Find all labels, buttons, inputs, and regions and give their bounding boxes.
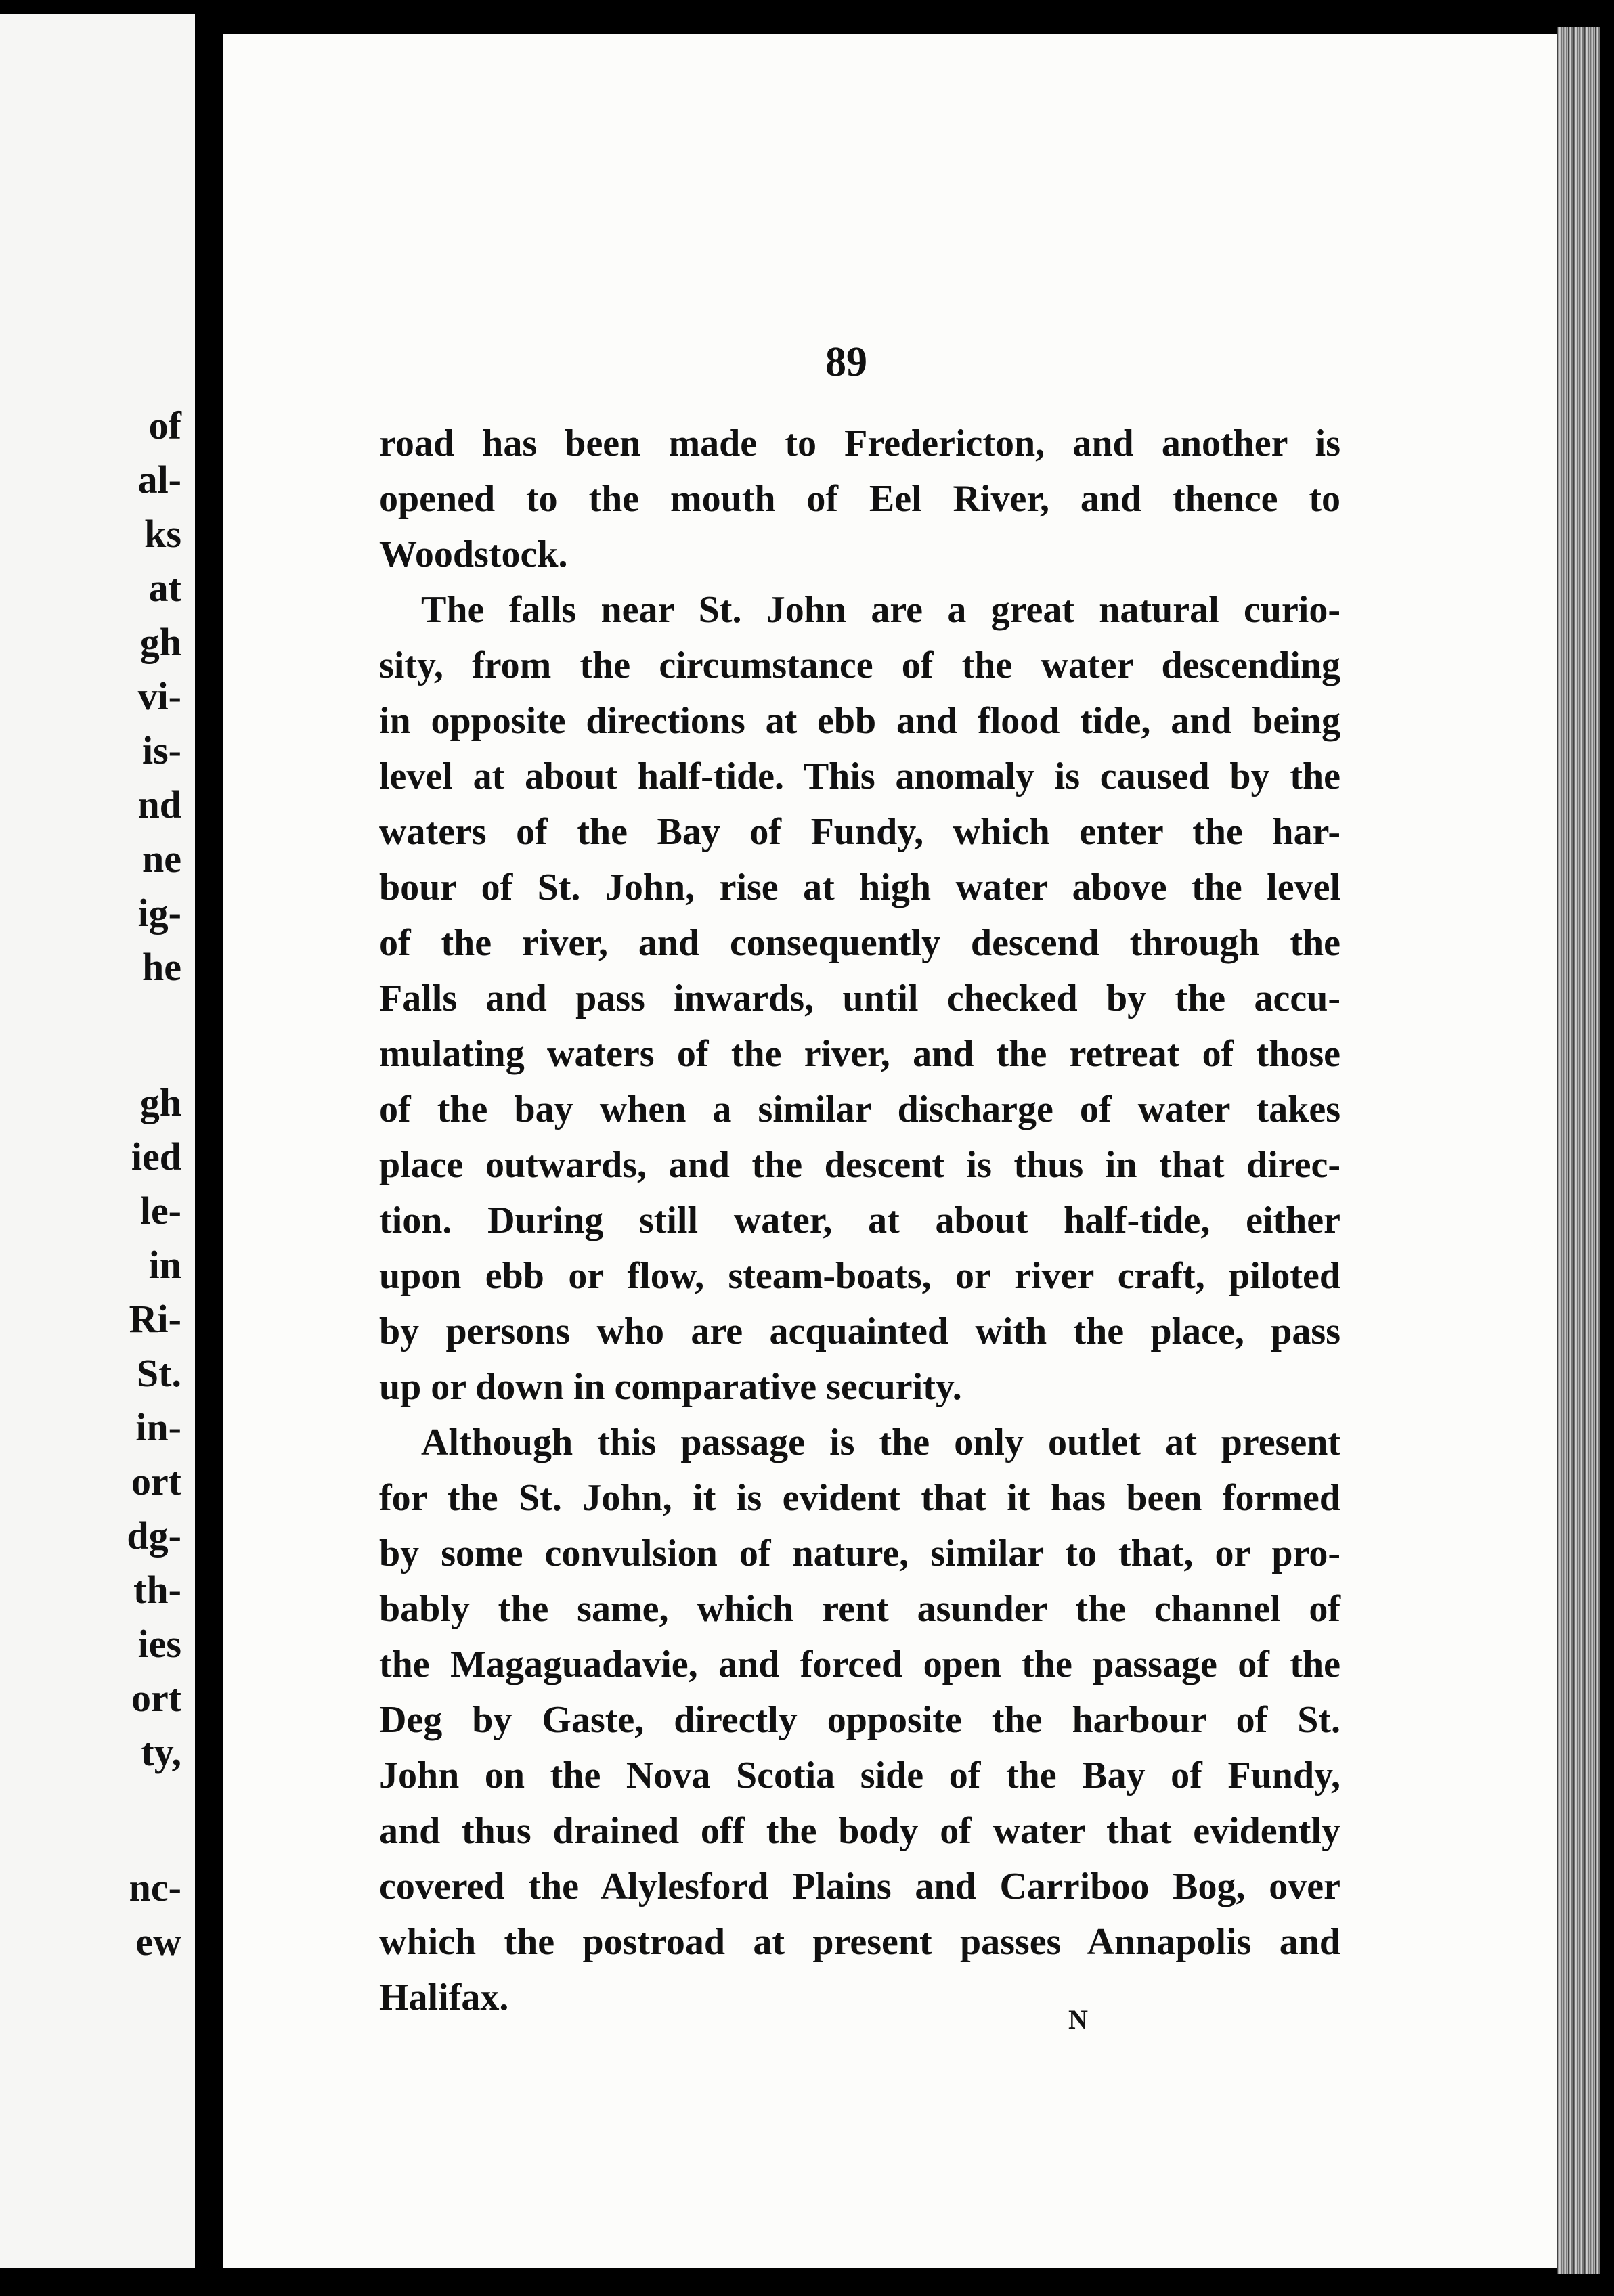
facing-page-fragment: gh bbox=[139, 1080, 181, 1124]
text-line: Although this passage is the only outlet at present bbox=[421, 1421, 1340, 1463]
text-line: John on the Nova Scotia side of the Bay of Fundy, bbox=[379, 1754, 1340, 1796]
text-line: in opposite directions at ebb and flood tide, and being bbox=[379, 700, 1340, 742]
text-line: upon ebb or flow, steam-boats, or river craft, piloted bbox=[379, 1255, 1340, 1297]
text-line: of the bay when a similar discharge of water takes bbox=[379, 1088, 1340, 1130]
text-line: mulating waters of the river, and the retreat of those bbox=[379, 1033, 1340, 1075]
book-gutter bbox=[195, 0, 223, 2296]
text-line: sity, from the circumstance of the water descending bbox=[379, 644, 1340, 686]
facing-page-fragment: ne bbox=[142, 837, 181, 881]
facing-page-fragment: gh bbox=[139, 620, 181, 664]
text-line: Halifax. bbox=[379, 1977, 509, 2018]
page-edges bbox=[1557, 27, 1600, 2274]
text-line: tion. During still water, at about half-tide, either bbox=[379, 1199, 1340, 1241]
text-line: waters of the Bay of Fundy, which enter the har- bbox=[379, 811, 1340, 853]
text-line: opened to the mouth of Eel River, and thence to bbox=[379, 478, 1340, 520]
facing-page-fragment: th- bbox=[133, 1568, 181, 1612]
text-line: by some convulsion of nature, similar to that, or pro- bbox=[379, 1532, 1340, 1574]
text-line: Woodstock. bbox=[379, 533, 568, 575]
facing-page-fragment: ks bbox=[144, 512, 181, 556]
facing-page-fragment: at bbox=[148, 566, 181, 610]
facing-page-fragment: ort bbox=[131, 1676, 181, 1720]
facing-page-fragment: ew bbox=[135, 1920, 181, 1964]
text-line: covered the Alylesford Plains and Carriboo Bog, over bbox=[379, 1866, 1340, 1907]
facing-page-fragment: ort bbox=[131, 1459, 181, 1503]
text-line: Deg by Gaste, directly opposite the harbour of St. bbox=[379, 1699, 1340, 1741]
facing-page-fragment: al- bbox=[137, 458, 181, 502]
text-line: place outwards, and the descent is thus in that direc- bbox=[379, 1144, 1340, 1186]
text-line: up or down in comparative security. bbox=[379, 1366, 962, 1408]
text-line: The falls near St. John are a great natural curio- bbox=[421, 589, 1340, 631]
facing-page-fragment: ied bbox=[131, 1134, 181, 1178]
facing-page-fragment: nd bbox=[137, 782, 181, 826]
facing-page-fragment: is- bbox=[142, 728, 181, 772]
text-line: and thus drained off the body of water that evidently bbox=[379, 1810, 1340, 1852]
text-line: road has been made to Fredericton, and another is bbox=[379, 422, 1340, 464]
text-line: which the postroad at present passes Annapolis and bbox=[379, 1921, 1340, 1963]
facing-page-fragment: in bbox=[148, 1243, 181, 1287]
facing-page-fragment: ty, bbox=[141, 1730, 181, 1774]
text-line: Falls and pass inwards, until checked by the accu- bbox=[379, 977, 1340, 1019]
facing-page-fragment: of bbox=[148, 403, 181, 447]
text-line: bably the same, which rent asunder the channel of bbox=[379, 1588, 1340, 1630]
facing-page-fragment: ig- bbox=[137, 891, 181, 935]
text-line: by persons who are acquainted with the place, pass bbox=[379, 1310, 1340, 1352]
text-line: for the St. John, it is evident that it has been formed bbox=[379, 1477, 1340, 1519]
facing-page-fragment: Ri- bbox=[129, 1297, 181, 1341]
text-line: of the river, and consequently descend through the bbox=[379, 922, 1340, 964]
facing-page-fragment: le- bbox=[139, 1189, 181, 1233]
facing-page-fragment: he bbox=[142, 945, 181, 989]
facing-page-edge bbox=[0, 14, 195, 2268]
signature-mark: N bbox=[1068, 2004, 1088, 2035]
facing-page-fragment: vi- bbox=[137, 674, 181, 718]
text-line: bour of St. John, rise at high water above the level bbox=[379, 866, 1340, 908]
page-number: 89 bbox=[825, 339, 867, 385]
text-line: level at about half-tide. This anomaly is caused by the bbox=[379, 755, 1340, 797]
facing-page-fragment: nc- bbox=[129, 1866, 181, 1909]
text-line: the Magaguadavie, and forced open the passage of the bbox=[379, 1643, 1340, 1685]
facing-page-fragment: in- bbox=[135, 1405, 181, 1449]
facing-page-fragment: dg- bbox=[127, 1514, 181, 1558]
facing-page-fragment: ies bbox=[137, 1622, 181, 1666]
facing-page-fragment: St. bbox=[136, 1351, 181, 1395]
